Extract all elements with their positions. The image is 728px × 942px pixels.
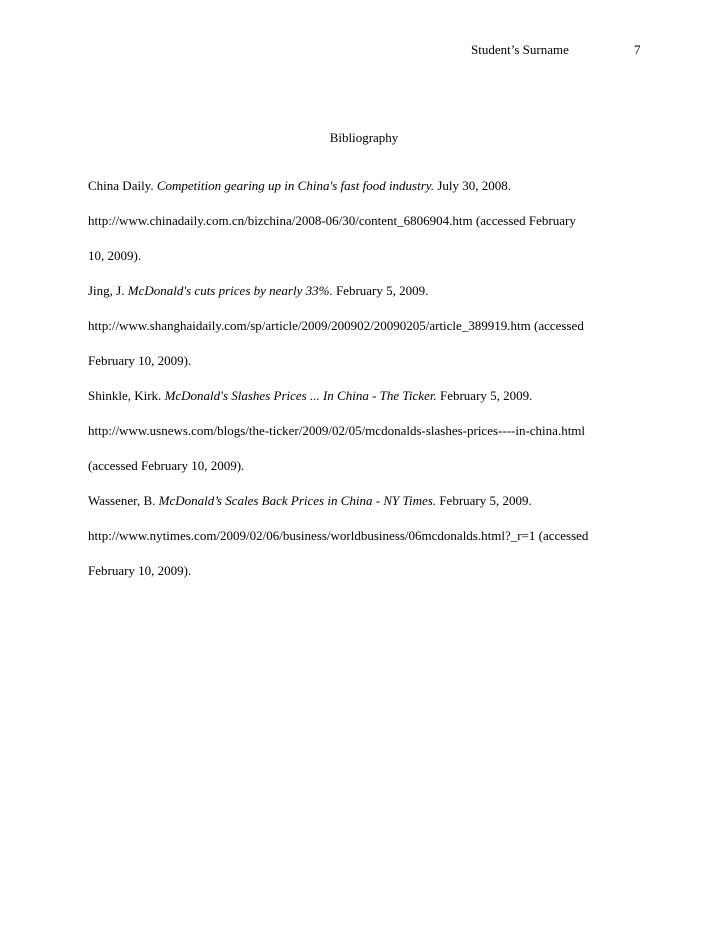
header-surname: Student’s Surname xyxy=(471,42,569,57)
bibliography-entry xyxy=(88,491,648,596)
bibliography-entry xyxy=(88,281,648,386)
entry-author: Wassener, B. xyxy=(88,493,156,508)
entry-author: China Daily. xyxy=(88,178,154,193)
entry-url-line: http://www.shanghaidaily.com/sp/article/2009/200902/20090205/article_389919.htm (accessed xyxy=(88,318,584,333)
entry-url-line: http://www.chinadaily.com.cn/bizchina/2008-06/30/content_6806904.htm (accessed February xyxy=(88,213,576,228)
entry-accessed-line: February 10, 2009). xyxy=(88,353,192,368)
entry-date: February 5, 2009. xyxy=(439,388,533,403)
entry-title: McDonald's Slashes Prices ... In China - The Ticker. xyxy=(164,388,437,403)
page-header xyxy=(0,42,728,62)
bibliography-entry xyxy=(88,386,648,491)
entry-citation-line xyxy=(88,386,648,421)
bibliography-list xyxy=(88,176,648,596)
entry-accessed-line: 10, 2009). xyxy=(88,248,142,263)
entry-url-line: http://www.nytimes.com/2009/02/06/business/worldbusiness/06mcdonalds.html?_r=1 (accessed xyxy=(88,528,589,543)
entry-title: McDonald's cuts prices by nearly 33%. xyxy=(127,283,333,298)
entry-author: Jing, J. xyxy=(88,283,125,298)
entry-date: February 5, 2009. xyxy=(335,283,429,298)
entry-citation-line xyxy=(88,281,648,316)
entry-author: Shinkle, Kirk. xyxy=(88,388,162,403)
entry-accessed-line: February 10, 2009). xyxy=(88,563,192,578)
bibliography-heading: Bibliography xyxy=(329,130,399,145)
bibliography-entry xyxy=(88,176,648,281)
page-title xyxy=(0,130,728,146)
entry-title: McDonald’s Scales Back Prices in China - NY Times. xyxy=(158,493,437,508)
entry-citation-line xyxy=(88,491,648,526)
entry-citation-line xyxy=(88,176,648,211)
entry-date: July 30, 2008. xyxy=(437,178,512,193)
entry-date: February 5, 2009. xyxy=(439,493,532,508)
entry-accessed-line: (accessed February 10, 2009). xyxy=(88,458,245,473)
entry-url-line: http://www.usnews.com/blogs/the-ticker/2009/02/05/mcdonalds-slashes-prices----in-china.html xyxy=(88,423,586,438)
entry-title: Competition gearing up in China's fast food industry. xyxy=(156,178,435,193)
page-number: 7 xyxy=(634,42,641,57)
